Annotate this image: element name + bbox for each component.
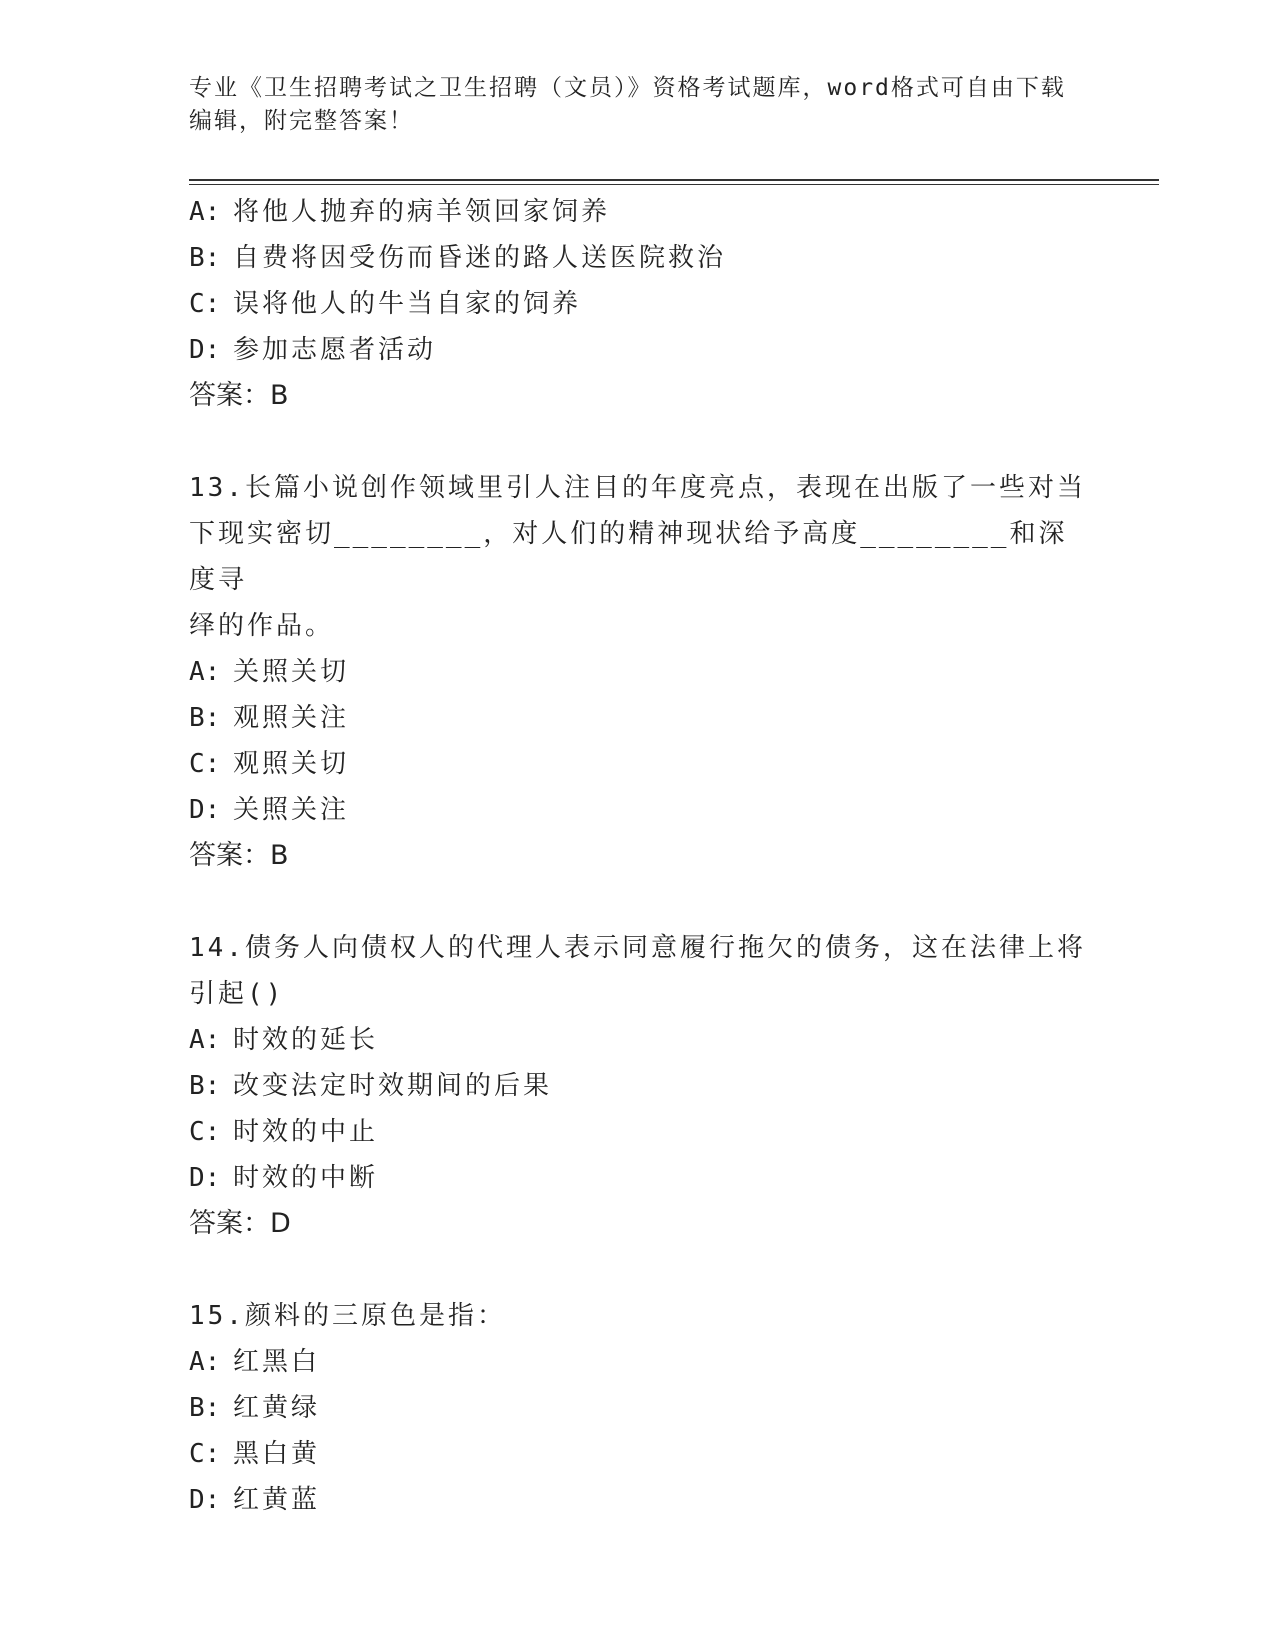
option-d xyxy=(189,787,1089,833)
option-text: 红黑白 xyxy=(233,1347,321,1377)
header-line-2: 编辑，附完整答案！ xyxy=(189,108,414,134)
option-label: B: xyxy=(189,1071,221,1101)
option-text: 误将他人的牛当自家的饲养 xyxy=(233,289,582,319)
option-label: B: xyxy=(189,703,221,733)
question-stem-line: 引起() xyxy=(189,979,285,1009)
option-label: A: xyxy=(189,1025,221,1055)
question-13 xyxy=(189,465,1089,879)
option-d xyxy=(189,1155,1089,1201)
header-divider-thick xyxy=(189,179,1159,181)
option-label: D: xyxy=(189,1163,221,1193)
question-content xyxy=(189,189,1089,1523)
option-b xyxy=(189,1385,1089,1431)
spacer xyxy=(189,1247,1089,1293)
answer-line: 答案：D xyxy=(189,1208,291,1239)
option-text: 观照关切 xyxy=(233,749,350,779)
option-text: 参加志愿者活动 xyxy=(233,335,437,365)
option-label: C: xyxy=(189,749,221,779)
question-stem-line: 下现实密切________，对人们的精神现状给予高度________和深度寻 xyxy=(189,519,1068,595)
option-text: 将他人抛弃的病羊领回家饲养 xyxy=(233,197,611,227)
option-b xyxy=(189,235,1089,281)
option-text: 红黄绿 xyxy=(233,1393,321,1423)
header-divider-thin xyxy=(189,184,1159,185)
option-b xyxy=(189,695,1089,741)
option-text: 改变法定时效期间的后果 xyxy=(233,1071,553,1101)
option-a xyxy=(189,1339,1089,1385)
option-a xyxy=(189,189,1089,235)
option-label: D: xyxy=(189,1485,221,1515)
option-c xyxy=(189,281,1089,327)
option-d xyxy=(189,327,1089,373)
option-d xyxy=(189,1477,1089,1523)
option-b xyxy=(189,1063,1089,1109)
option-label: C: xyxy=(189,289,221,319)
option-c xyxy=(189,741,1089,787)
option-text: 关照关切 xyxy=(233,657,350,687)
question-stem-line: 15.颜料的三原色是指： xyxy=(189,1301,506,1331)
question-12 xyxy=(189,189,1089,419)
option-c xyxy=(189,1109,1089,1155)
question-stem-line: 14.债务人向债权人的代理人表示同意履行拖欠的债务，这在法律上将 xyxy=(189,933,1086,963)
spacer xyxy=(189,419,1089,465)
question-15 xyxy=(189,1293,1089,1523)
document-header xyxy=(189,72,1079,138)
answer-line: 答案：B xyxy=(189,380,289,411)
option-text: 自费将因受伤而昏迷的路人送医院救治 xyxy=(233,243,727,273)
option-label: D: xyxy=(189,335,221,365)
option-label: C: xyxy=(189,1117,221,1147)
spacer xyxy=(189,879,1089,925)
option-text: 时效的中止 xyxy=(233,1117,379,1147)
option-text: 观照关注 xyxy=(233,703,350,733)
option-label: B: xyxy=(189,243,221,273)
option-a xyxy=(189,1017,1089,1063)
option-text: 黑白黄 xyxy=(233,1439,321,1469)
option-text: 关照关注 xyxy=(233,795,350,825)
question-stem-line: 13.长篇小说创作领域里引人注目的年度亮点，表现在出版了一些对当 xyxy=(189,473,1086,503)
option-label: A: xyxy=(189,197,221,227)
option-label: A: xyxy=(189,657,221,687)
option-label: D: xyxy=(189,795,221,825)
option-label: C: xyxy=(189,1439,221,1469)
option-c xyxy=(189,1431,1089,1477)
option-text: 时效的延长 xyxy=(233,1025,379,1055)
question-14 xyxy=(189,925,1089,1247)
question-stem-line: 绎的作品。 xyxy=(189,611,335,641)
header-line-1: 专业《卫生招聘考试之卫生招聘（文员）》资格考试题库，word格式可自由下载 xyxy=(189,75,1066,101)
answer-line: 答案：B xyxy=(189,840,289,871)
option-label: B: xyxy=(189,1393,221,1423)
option-text: 红黄蓝 xyxy=(233,1485,321,1515)
option-label: A: xyxy=(189,1347,221,1377)
option-text: 时效的中断 xyxy=(233,1163,379,1193)
option-a xyxy=(189,649,1089,695)
